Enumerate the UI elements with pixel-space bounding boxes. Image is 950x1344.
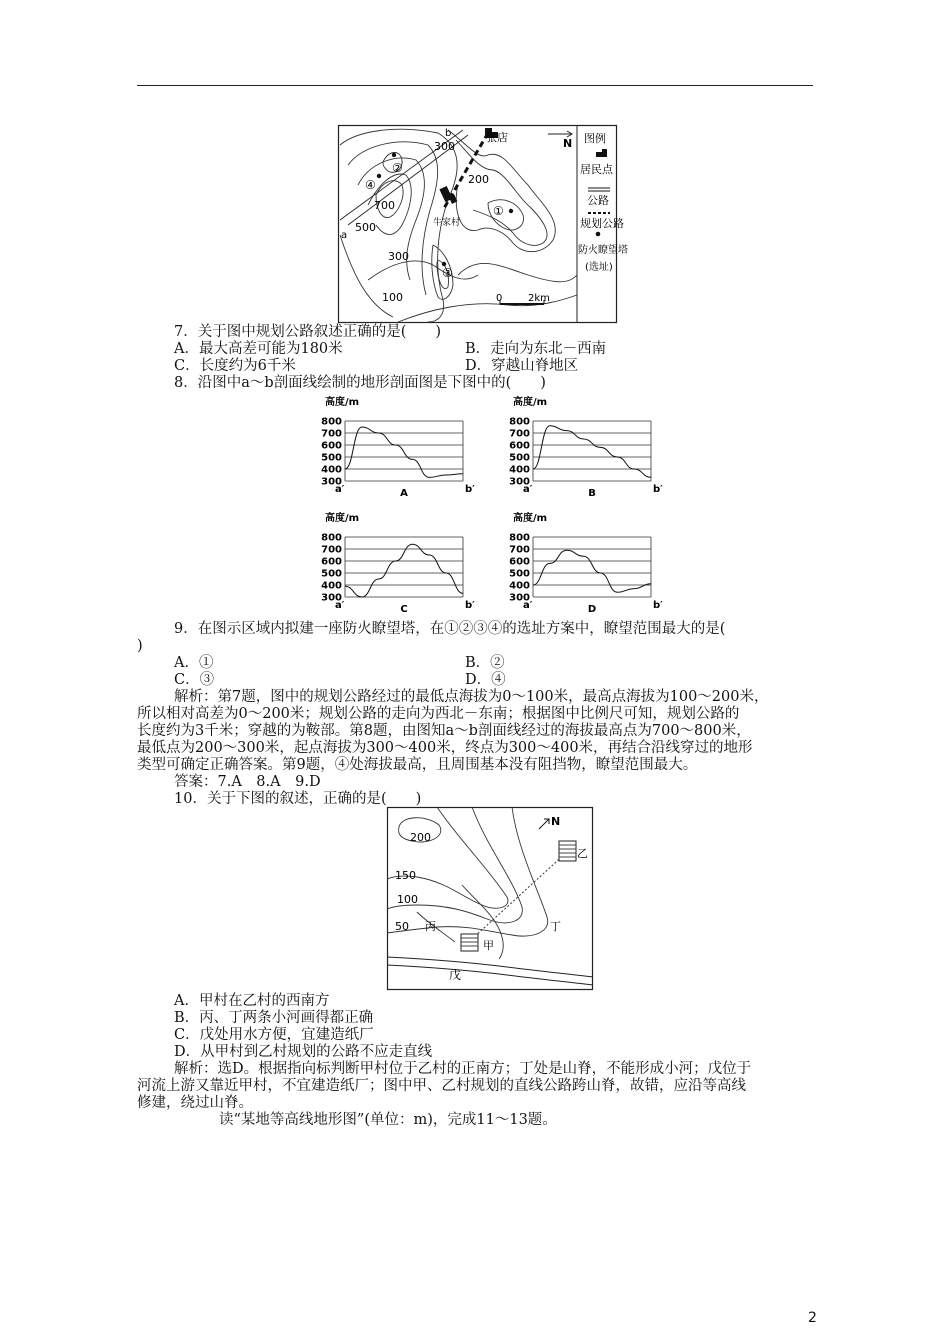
legend-tower-note: (选址) <box>585 262 613 273</box>
analysis2-line-3: 修建，绕过山脊。 <box>137 1095 253 1111</box>
q7-option-b: B．走向为东北－西南 <box>465 341 607 357</box>
y-axis-label: 高度/m <box>325 513 360 524</box>
tick-label: 700 <box>509 544 530 556</box>
start-label: a′ <box>335 484 345 495</box>
tick-label: 300 <box>509 592 530 604</box>
village-yi: 乙 <box>577 847 588 860</box>
river-wu: 戊 <box>449 968 462 982</box>
tick-label: 600 <box>509 556 530 568</box>
tick-label: 500 <box>509 568 530 580</box>
site-3: ③ <box>442 266 453 280</box>
tick-label: 800 <box>509 416 530 428</box>
site-2: ② <box>392 161 403 175</box>
site-4: ④ <box>365 178 376 192</box>
tick-label: 800 <box>321 532 342 544</box>
contour-label-150: 150 <box>395 869 416 882</box>
tick-label: 300 <box>321 476 342 488</box>
legend-title: 图例 <box>584 132 606 145</box>
legend-tower: 防火瞭望塔 <box>578 245 628 256</box>
start-label: a′ <box>523 600 533 611</box>
profile-chart-d <box>506 510 666 620</box>
chart-name: C <box>400 604 408 615</box>
contour-label-500: 500 <box>355 221 376 234</box>
q10-stem: 10．关于下图的叙述，正确的是( ) <box>174 791 422 807</box>
q9-stem-end: ) <box>137 638 143 654</box>
q10-option-d: D．从甲村到乙村规划的公路不应走直线 <box>174 1044 433 1060</box>
q8-stem: 8．沿图中a～b剖面线绘制的地形剖面图是下图中的( ) <box>174 375 546 391</box>
tick-label: 700 <box>321 428 342 440</box>
ridge-ding: 丁 <box>550 920 561 933</box>
tick-label: 700 <box>509 428 530 440</box>
q10-option-c: C．戊处用水方便，宜建造纸厂 <box>174 1027 374 1043</box>
q7-stem: 7．关于图中规划公路叙述正确的是( ) <box>174 324 442 340</box>
q9-option-d: D．④ <box>465 672 506 688</box>
contour-label-300a: 300 <box>434 140 455 153</box>
answer-line: 答案：7.A 8.A 9.D <box>174 774 321 790</box>
legend-road: 公路 <box>587 194 609 207</box>
analysis1-line-1: 解析：第7题，图中的规划公路经过的最低点海拔为0～100米，最高点海拔为100～200米， <box>174 689 769 705</box>
label-b: b <box>445 128 452 139</box>
q10-option-a: A．甲村在乙村的西南方 <box>174 993 330 1009</box>
start-label: a′ <box>523 484 533 495</box>
contour-label-300b: 300 <box>388 250 409 263</box>
profile-line <box>345 427 463 477</box>
legend-planned-road: 规划公路 <box>580 217 624 230</box>
label-a: a <box>341 230 348 241</box>
contour-label-100: 100 <box>397 893 418 906</box>
site-1: ① <box>493 204 504 218</box>
tick-label: 300 <box>321 592 342 604</box>
contour-label-100: 100 <box>382 291 403 304</box>
river-bing: 丙 <box>425 920 436 933</box>
tick-label: 500 <box>509 452 530 464</box>
contour-label-50: 50 <box>395 920 409 933</box>
read-instruction: 读“某地等高线地形图”(单位：m)，完成11～13题。 <box>219 1112 557 1128</box>
profile-line <box>533 426 651 478</box>
end-label: b′ <box>465 484 475 495</box>
start-label: a′ <box>335 600 345 611</box>
q9-option-b: B．② <box>465 655 505 671</box>
y-axis-label: 高度/m <box>513 513 548 524</box>
analysis1-line-3: 长度约为3千米；穿越的为鞍部。第8题，由图知a～b剖面线经过的海拔最高点为700～800米， <box>137 723 751 739</box>
q9-option-a: A．① <box>174 655 214 671</box>
analysis2-line-2: 河流上游又靠近甲村，不宜建造纸厂；图中甲、乙村规划的直线公路跨山脊，故错，应沿等高线 <box>137 1078 746 1094</box>
q9-option-c: C．③ <box>174 672 215 688</box>
profile-chart-b <box>506 394 666 504</box>
tick-label: 400 <box>509 580 530 592</box>
q10-option-b: B．丙、丁两条小河画得都正确 <box>174 1010 374 1026</box>
profile-chart-a <box>318 394 478 504</box>
page-number: 2 <box>808 1310 817 1326</box>
tick-label: 800 <box>509 532 530 544</box>
q9-stem: 9．在图示区域内拟建一座防火瞭望塔，在①②③④的选址方案中，瞭望范围最大的是( <box>174 621 726 637</box>
tick-label: 600 <box>321 556 342 568</box>
end-label: b′ <box>653 600 663 611</box>
legend-settlement: 居民点 <box>580 163 613 176</box>
map2-north-label: N <box>551 815 561 828</box>
chart-name: D <box>587 604 597 615</box>
tick-label: 700 <box>321 544 342 556</box>
y-axis-label: 高度/m <box>325 397 360 408</box>
profile-line <box>345 544 463 597</box>
chart-name: B <box>588 488 596 499</box>
analysis1-line-4: 最低点为200～300米，起点海拔为300～400米，终点为300～400米，再结合沿线穿过的地形 <box>137 740 753 756</box>
y-axis-label: 高度/m <box>513 397 548 408</box>
tick-label: 500 <box>321 568 342 580</box>
header-rule <box>137 85 813 86</box>
q7-option-d: D．穿越山脊地区 <box>465 358 579 374</box>
tick-label: 600 <box>321 440 342 452</box>
contour-label-200: 200 <box>410 831 431 844</box>
town-label: 张店 <box>486 131 508 144</box>
contour-label-200: 200 <box>468 173 489 186</box>
q7-option-a: A．最大高差可能为180米 <box>174 341 343 357</box>
contour-map-1 <box>338 125 628 323</box>
map1-north-label: N <box>563 137 573 150</box>
tick-label: 400 <box>509 464 530 476</box>
tick-label: 300 <box>509 476 530 488</box>
tick-label: 600 <box>509 440 530 452</box>
tick-label: 400 <box>321 580 342 592</box>
village-label: 牛家村 <box>433 218 461 228</box>
end-label: b′ <box>465 600 475 611</box>
profile-line <box>533 550 651 592</box>
village-jia: 甲 <box>483 939 494 952</box>
tick-label: 400 <box>321 464 342 476</box>
scale-zero: 0 <box>496 293 503 304</box>
contour-label-700: 700 <box>374 199 395 212</box>
profile-chart-c <box>318 510 478 620</box>
tick-label: 800 <box>321 416 342 428</box>
scale-km: 2km <box>528 293 550 304</box>
end-label: b′ <box>653 484 663 495</box>
chart-name: A <box>400 488 408 499</box>
analysis1-line-2: 所以相对高差为0～200米；规划公路的走向为西北－东南；根据图中比例尺可知，规划公路的 <box>137 706 740 722</box>
contour-map-2 <box>387 807 593 990</box>
analysis1-line-5: 类型可确定正确答案。第9题，④处海拔最高，且周围基本没有阻挡物，瞭望范围最大。 <box>137 757 698 773</box>
tick-label: 500 <box>321 452 342 464</box>
analysis2-line-1: 解析：选D。根据指向标判断甲村位于乙村的正南方；丁处是山脊，不能形成小河；戊位于 <box>174 1061 752 1077</box>
q7-option-c: C．长度约为6千米 <box>174 358 296 374</box>
